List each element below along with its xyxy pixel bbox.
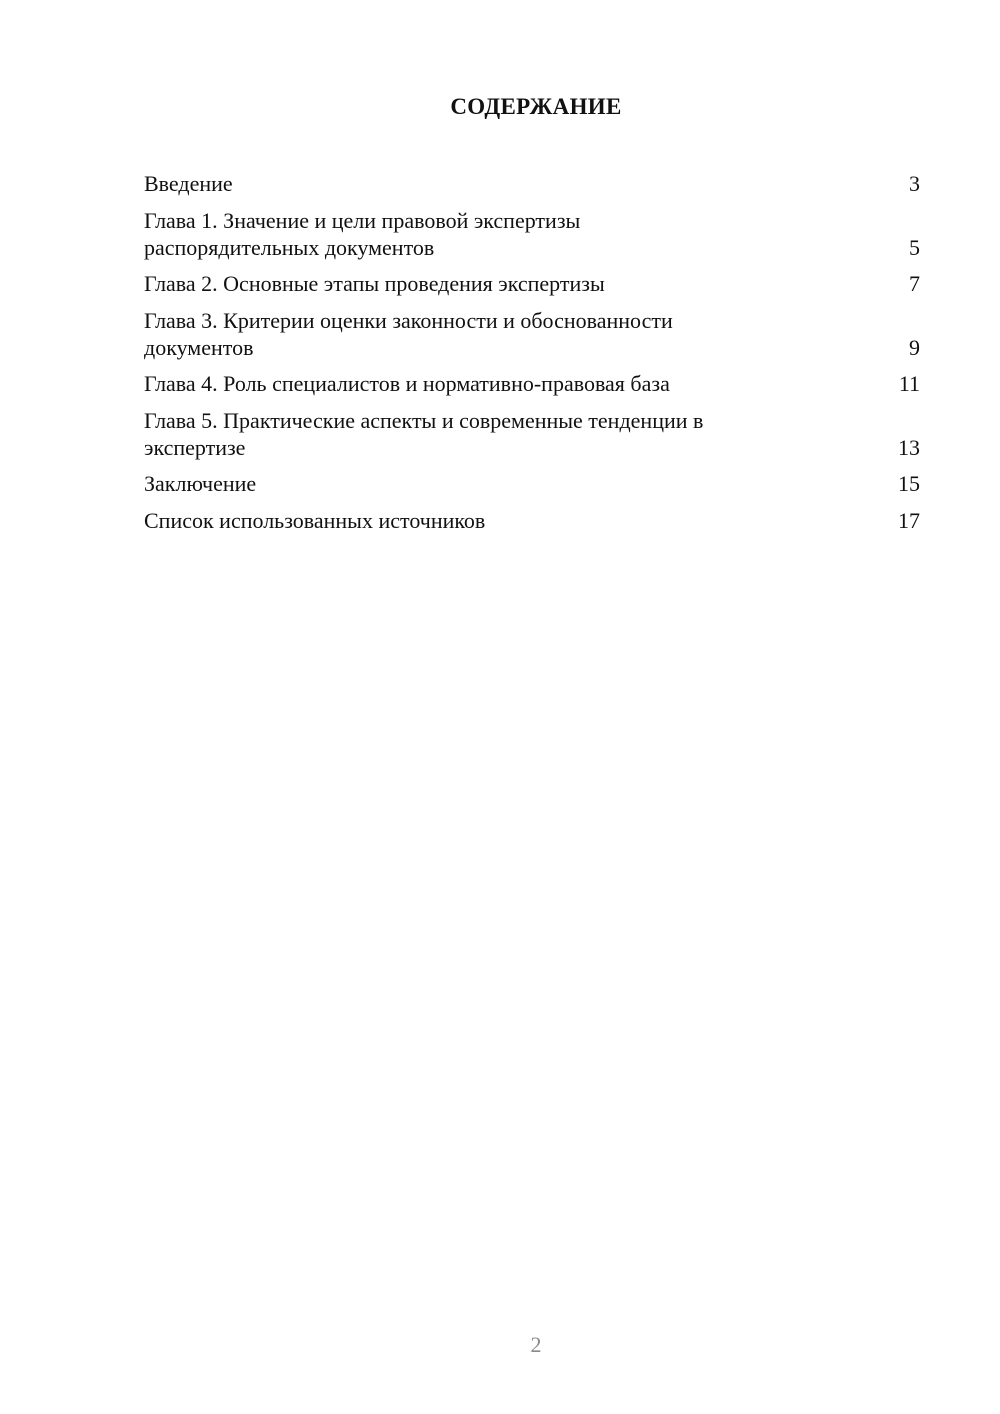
toc-heading: СОДЕРЖАНИЕ	[450, 94, 622, 119]
toc-item-page: 7	[909, 271, 920, 296]
toc-item-title: Глава 5. Практические аспекты и современные тенденции в экспертизе	[144, 407, 704, 460]
toc-item-introduction[interactable]	[144, 170, 920, 197]
toc-item-title: Введение	[144, 171, 233, 196]
toc-item-chapter-3[interactable]	[144, 307, 920, 361]
toc-item-page: 17	[898, 507, 920, 533]
toc-item-references[interactable]	[144, 507, 920, 534]
table-of-contents	[144, 170, 920, 543]
toc-item-page: 5	[909, 234, 920, 260]
toc-item-page: 13	[898, 434, 920, 460]
toc-item-conclusion[interactable]	[144, 470, 920, 497]
toc-item-chapter-2[interactable]	[144, 270, 920, 297]
toc-item-title: Глава 2. Основные этапы проведения экспертизы	[144, 271, 605, 296]
toc-item-title: Заключение	[144, 471, 257, 496]
toc-item-page: 15	[898, 471, 920, 496]
toc-item-title: Список использованных источников	[144, 507, 486, 533]
toc-item-chapter-1[interactable]	[144, 207, 920, 261]
toc-item-page: 3	[909, 171, 920, 196]
toc-item-title: Глава 1. Значение и цели правовой экспертизы распорядительных документов	[144, 207, 581, 260]
toc-item-page: 9	[909, 334, 920, 360]
page-number: 2	[530, 1332, 542, 1357]
toc-item-page: 11	[898, 371, 920, 396]
toc-item-title: Глава 4. Роль специалистов и нормативно-правовая база	[144, 371, 670, 396]
toc-item-title: Глава 3. Критерии оценки законности и обоснованности документов	[144, 307, 673, 360]
toc-item-chapter-4[interactable]	[144, 370, 920, 397]
toc-item-chapter-5[interactable]	[144, 407, 920, 461]
